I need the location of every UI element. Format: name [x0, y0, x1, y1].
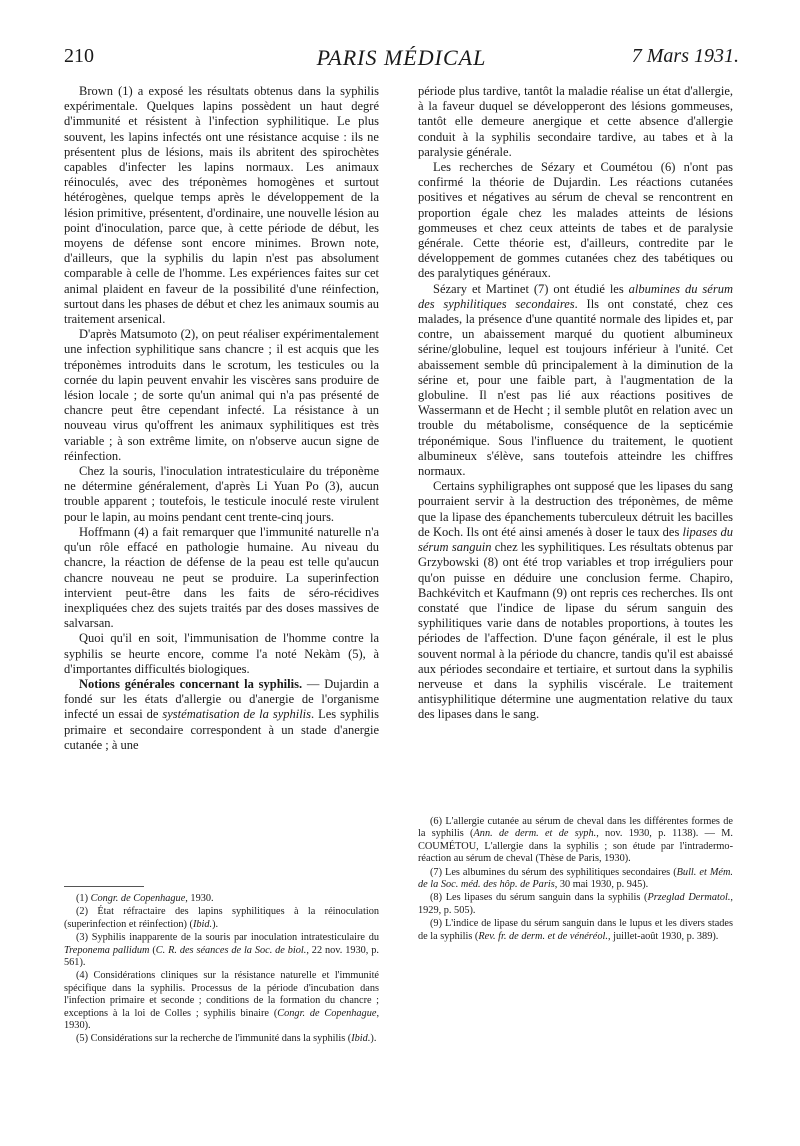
left-paragraph-4: Hoffmann (4) a fait remarquer que l'immunité naturelle n'a qu'un rôle effacé en pathologie humaine. Au niveau du chancre, la réaction de défense de la peau est telle qu'aucun chancre nouveau ne peut se produire. La superinfection intervient peut-être dans les faits de séro-récidives inexpliquées chez des sujets traités par des doses massives de salvarsan. — [64, 524, 379, 631]
footnotes-left — [64, 893, 379, 1047]
footnote-2: (2) État réfractaire des lapins syphilitiques à la réinoculation (superinfection et réinfection) (Ibid.). — [64, 906, 379, 930]
footnote-1: (1) Congr. de Copenhague, 1930. — [76, 893, 214, 904]
right-column — [418, 84, 733, 723]
footnote-6: (6) L'allergie cutanée au sérum de cheval dans les différentes formes de la syphilis (Ann. de derm. et de syph., nov. 1930, p. 1138). — M. COUMÉTOU, L'allergie dans la syphilis ; son étude par l'intradermo-réaction au sérum de cheval (Thèse de Paris, 1930). — [418, 816, 733, 865]
left-paragraph-5: Quoi qu'il en soit, l'immunisation de l'homme contre la syphilis se heurte encore, comme l'a noté Nekàm (5), à d'importantes difficultés biologiques. — [64, 631, 379, 676]
section-heading: Notions générales concernant la syphilis. — [79, 676, 303, 691]
footnote-3: (3) Syphilis inapparente de la souris par inoculation intratesticulaire du Treponema pallidum (C. R. des séances de la Soc. de biol., 22 nov. 1930, p. 561). — [64, 932, 379, 969]
footnote-9: (9) L'indice de lipase du sérum sanguin dans le lupus et les divers stades de la syphilis (Rev. fr. de derm. et de vénéréol., juillet-août 1930, p. 389). — [418, 918, 733, 942]
issue-date: 7 Mars 1931. — [631, 45, 739, 67]
right-paragraph-3: Sézary et Martinet (7) ont étudié les albumines du sérum des syphilitiques secondaires. Ils ont constaté, chez ces malades, la présence d'une quantité normale des lipides et, par contre, un abaissement marqué du quotient albumineux sérine/globuline, lequel est toujours inférieur à l'unité. Cet abaissement semble dû principalement à la diminution de la sérine et, pour une faible part, à l'augmentation de la globuline. Il n'est pas lié aux réactions positives de Wassermann et de Hecht ; il semble plutôt en relation avec un trouble du métabolisme, conséquence de la septicémie tréponémique. Sous l'influence du traitement, le quotient albumineux s'élève, sans toutefois atteindre les chiffres normaux. — [418, 281, 733, 479]
left-paragraph-1: Brown (1) a exposé les résultats obtenus dans la syphilis expérimentale. Quelques lapins possèdent un haut degré d'immunité et résistent à l'infection syphilitique. Le plus souvent, les lapins infectés ont une résistance acquise : ils ne présentent plus de lésions, mais ils abritent des spirochètes capables d'infecter les lapins normaux. Les animaux réinoculés, avec des tréponèmes homogènes et surtout hétérogènes, quelque temps après le développement de la lésion primitive, présentent, d'ordinaire, une nouvelle lésion au point d'inoculation, parce que, à cette période de début, les moyens de défense sont encore minimes. Brown note, d'ailleurs, que la syphilis du lapin n'est pas absolument comparable à celle de l'homme. Les expériences faites sur cet animal plaident en faveur de la possibilité d'une réinfection, surtout dans les phases de début et chez les animaux soumis au traitement arsenical. — [64, 84, 379, 327]
footnote-5: (5) Considérations sur la recherche de l'immunité dans la syphilis (Ibid.). — [76, 1033, 377, 1045]
journal-title: PARIS MÉDICAL — [316, 45, 487, 70]
right-paragraph-2: Les recherches de Sézary et Coumétou (6) n'ont pas confirmé la théorie de Dujardin. Les réactions cutanées positives et négatives au sérum de cheval se rencontrent en proportion égale chez les malades atteints de lésions gommeuses et chez ceux atteints de tabes et de paralysie générale. Cette théorie est, d'ailleurs, contredite par le développement de gommes cutanées chez des tabétiques ou des paralytiques généraux. — [418, 160, 733, 281]
footnote-4: (4) Considérations cliniques sur la résistance naturelle et l'immunité spécifique dans la syphilis. Processus de la période d'incubation dans l'infection primaire et seconde ; conditions de la formation du chancre ; exceptions à la loi de Colles ; syphilis binaire (Congr. de Copenhague, 1930). — [64, 970, 380, 1032]
right-paragraph-4: Certains syphiligraphes ont supposé que les lipases du sang pourraient servir à la destruction des tréponèmes, de même que la lipase des épanchements tuberculeux détruit les bacilles de Koch. Ils ont été ainsi amenés à doser le taux des lipases du sérum sanguin chez les syphilitiques. Les résultats obtenus par Grzybowski (8) ont été trop variables et trop irréguliers pour qu'on puisse en déduire une conclusion ferme. Chapiro, Bachkévitch et Kaufmann (9) ont repris ces recherches. Ils ont constaté que l'indice de lipase du sérum sanguin des syphilitiques varie dans de notables proportions, à toutes les périodes de l'affection. D'une façon générale, il est le plus souvent normal à la période du chancre, tandis qu'il est abaissé aux périodes secondaire et tertiaire, et surtout dans la syphilis nerveuse et dans la syphilis viscérale. Le traitement antisyphilitique détermine une augmentation relative du taux des lipases dans le sang. — [418, 479, 733, 722]
left-paragraph-6: Notions générales concernant la syphilis. — Dujardin a fondé sur les états d'allergie ou d'anergie de l'organisme infecté un essai de systématisation de la syphilis. Les syphilis primaire et secondaire correspondent à un stade d'anergie cutanée ; à une — [64, 676, 379, 752]
footnotes-right — [418, 816, 733, 944]
left-paragraph-2: D'après Matsumoto (2), on peut réaliser expérimentalement une infection syphilitique sans chancre ; il est acquis que les tréponèmes introduits dans le scrotum, les testicules ou la cornée du lapin peuvent envahir les viscères sans produire de lésion locale ; de sorte qu'un animal qui n'a pas présenté de chancre peut être cependant infecté. La résistance à un nouveau virus qu'offrent les animaux syphilitiques est très variable ; à son extrême limite, on n'observe aucun signe de réinfection. — [64, 327, 379, 463]
page-header — [64, 45, 739, 77]
footnote-8: (8) Les lipases du sérum sanguin dans la syphilis (Przeglad Dermatol., 1929, p. 505). — [418, 892, 733, 916]
left-paragraph-3: Chez la souris, l'inoculation intratesticulaire du tréponème ne détermine généralement, d'après Li Yuan Po (3), aucun trouble apparent ; toutefois, le testicule inoculé reste virulent pour le lapin, au moins pendant cent trente-cinq jours. — [64, 464, 379, 524]
left-column — [64, 84, 379, 753]
right-paragraph-1: période plus tardive, tantôt la maladie réalise un état d'allergie, à la faveur duquel se développeront des lésions gommeuses, tantôt elle demeure anergique et cette absence d'allergie conduit à la syphilis secondaire tardive, au tabes et à la paralysie générale. — [418, 84, 733, 159]
footnote-7: (7) Les albumines du sérum des syphilitiques secondaires (Bull. et Mém. de la Soc. méd. des hôp. de Paris, 30 mai 1930, p. 945). — [418, 866, 733, 891]
footnote-rule-left — [64, 886, 144, 887]
page-number: 210 — [64, 45, 94, 67]
